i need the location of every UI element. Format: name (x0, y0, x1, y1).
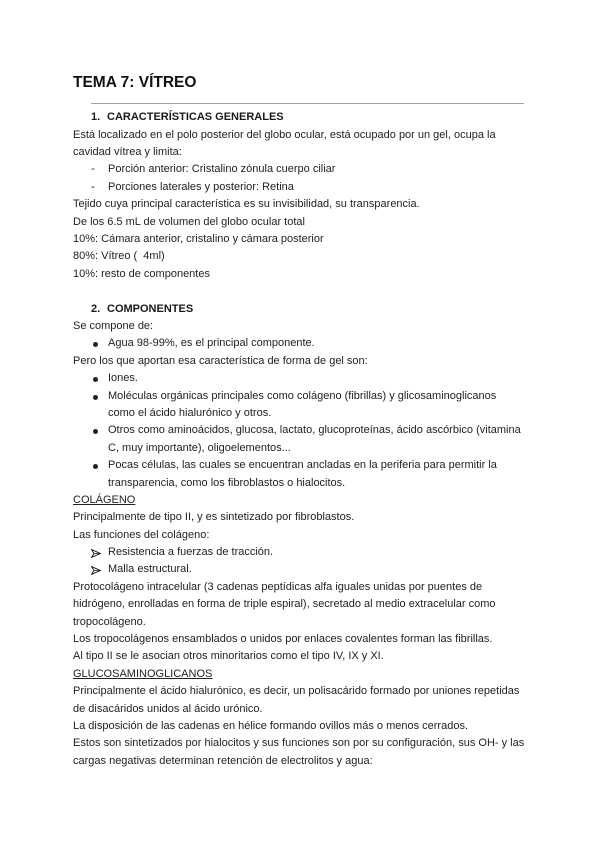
list-item-text: Iones. (108, 372, 138, 385)
dash-marker: - (91, 180, 95, 193)
subheading-colageno: COLÁGENO (73, 493, 136, 506)
list-item-text: Pocas células, las cuales se encuentran ancladas en la periferia para permitir la (108, 459, 497, 472)
paragraph-line: Los tropocolágenos ensamblados o unidos por enlaces covalentes forman las fibrillas. (73, 633, 493, 646)
paragraph-line: 10%: resto de componentes (73, 267, 210, 280)
paragraph-line: Pero los que aportan esa característica de forma de gel son: (73, 354, 368, 367)
bullet-icon (93, 395, 98, 400)
list-item-text: Resistencia a fuerzas de tracción. (108, 546, 274, 559)
list-item (73, 335, 533, 352)
paragraph-line: de disacáridos unidos al ácido urónico. (73, 702, 263, 715)
bullet-icon (93, 429, 98, 434)
paragraph-line: Principalmente de tipo II, y es sintetizado por fibroblastos. (73, 511, 355, 524)
list-item-text: transparencia, como los fibroblastos o hialocitos. (108, 476, 346, 489)
section-heading-text: COMPONENTES (107, 302, 194, 315)
paragraph-line: Protocolágeno intracelular (3 cadenas peptídicas alfa iguales unidas por puentes de (73, 580, 483, 593)
paragraph-line: hidrógeno, enrolladas en forma de triple espiral), secretado al medio extracelular como (73, 598, 496, 611)
list-item (73, 561, 533, 578)
list-item (73, 422, 533, 457)
arrowhead-icon (91, 549, 101, 558)
list-item (73, 370, 533, 387)
list-item-text: Otros como aminoácidos, glucosa, lactato, glucoproteínas, ácido ascórbico (vitamina (108, 424, 521, 437)
list-item-text: como el ácido hialurónico y otros. (108, 406, 272, 419)
paragraph-line: cavidad vítrea y limita: (73, 146, 182, 159)
paragraph-line: La disposición de las cadenas en hélice formando ovillos más o menos cerrados. (73, 719, 468, 732)
paragraph-line: 80%: Vítreo ( 4ml) (73, 250, 165, 263)
section-heading (73, 109, 533, 126)
paragraph-line: Tejido cuya principal característica es su invisibilidad, su transparencia. (73, 198, 420, 211)
paragraph-line: Principalmente el ácido hialurónico, es decir, un polisacárido formado por uniones repetidas (73, 685, 520, 698)
title-divider (91, 103, 524, 104)
paragraph-line: cargas negativas determinan retención de electrolitos y agua: (73, 754, 373, 767)
paragraph-line: Las funciones del colágeno: (73, 528, 210, 541)
list-item (73, 544, 533, 561)
list-item-text: Agua 98-99%, es el principal componente. (108, 337, 315, 350)
paragraph-line: 10%: Cámara anterior, cristalino y cámara posterior (73, 233, 324, 246)
section-number: 1. (91, 111, 101, 124)
list-item (73, 161, 533, 178)
list-item-text: Porción anterior: Cristalino zónula cuerpo ciliar (108, 163, 336, 176)
bullet-icon (93, 464, 98, 469)
subheading-glucosaminoglicanos: GLUCOSAMINOGLICANOS (73, 667, 213, 680)
document-title: TEMA 7: VÍTREO (73, 74, 197, 91)
paragraph-line: De los 6.5 mL de volumen del globo ocular total (73, 215, 305, 228)
document-body (73, 109, 533, 770)
list-item-text: Malla estructural. (108, 563, 192, 576)
section-heading (73, 301, 533, 318)
bullet-icon (93, 377, 98, 382)
section-componentes (73, 301, 533, 771)
paragraph-line: Está localizado en el polo posterior del globo ocular, está ocupado por un gel, ocupa la (73, 128, 496, 141)
paragraph-line: Estos son sintetizados por hialocitos y sus funciones son por su configuración, sus OH- y las (73, 737, 525, 750)
section-caracteristicas-generales (73, 109, 533, 283)
list-item (73, 179, 533, 196)
paragraph-line: Se compone de: (73, 319, 154, 332)
list-item (73, 457, 533, 492)
paragraph-line: tropocolágeno. (73, 615, 146, 628)
list-item-text: Porciones laterales y posterior: Retina (108, 180, 294, 193)
list-item (73, 388, 533, 423)
section-spacer (73, 283, 533, 300)
list-item-text: C, muy importante), oligoelementos... (108, 441, 291, 454)
paragraph-line: Al tipo II se le asocian otros minoritarios como el tipo IV, IX y XI. (73, 650, 384, 663)
bullet-icon (93, 342, 98, 347)
list-item-text: Moléculas orgánicas principales como colágeno (fibrillas) y glicosaminoglicanos (108, 389, 497, 402)
section-heading-text: CARACTERÍSTICAS GENERALES (107, 111, 284, 124)
section-number: 2. (91, 302, 101, 315)
dash-marker: - (91, 163, 95, 176)
arrowhead-icon (91, 566, 101, 575)
